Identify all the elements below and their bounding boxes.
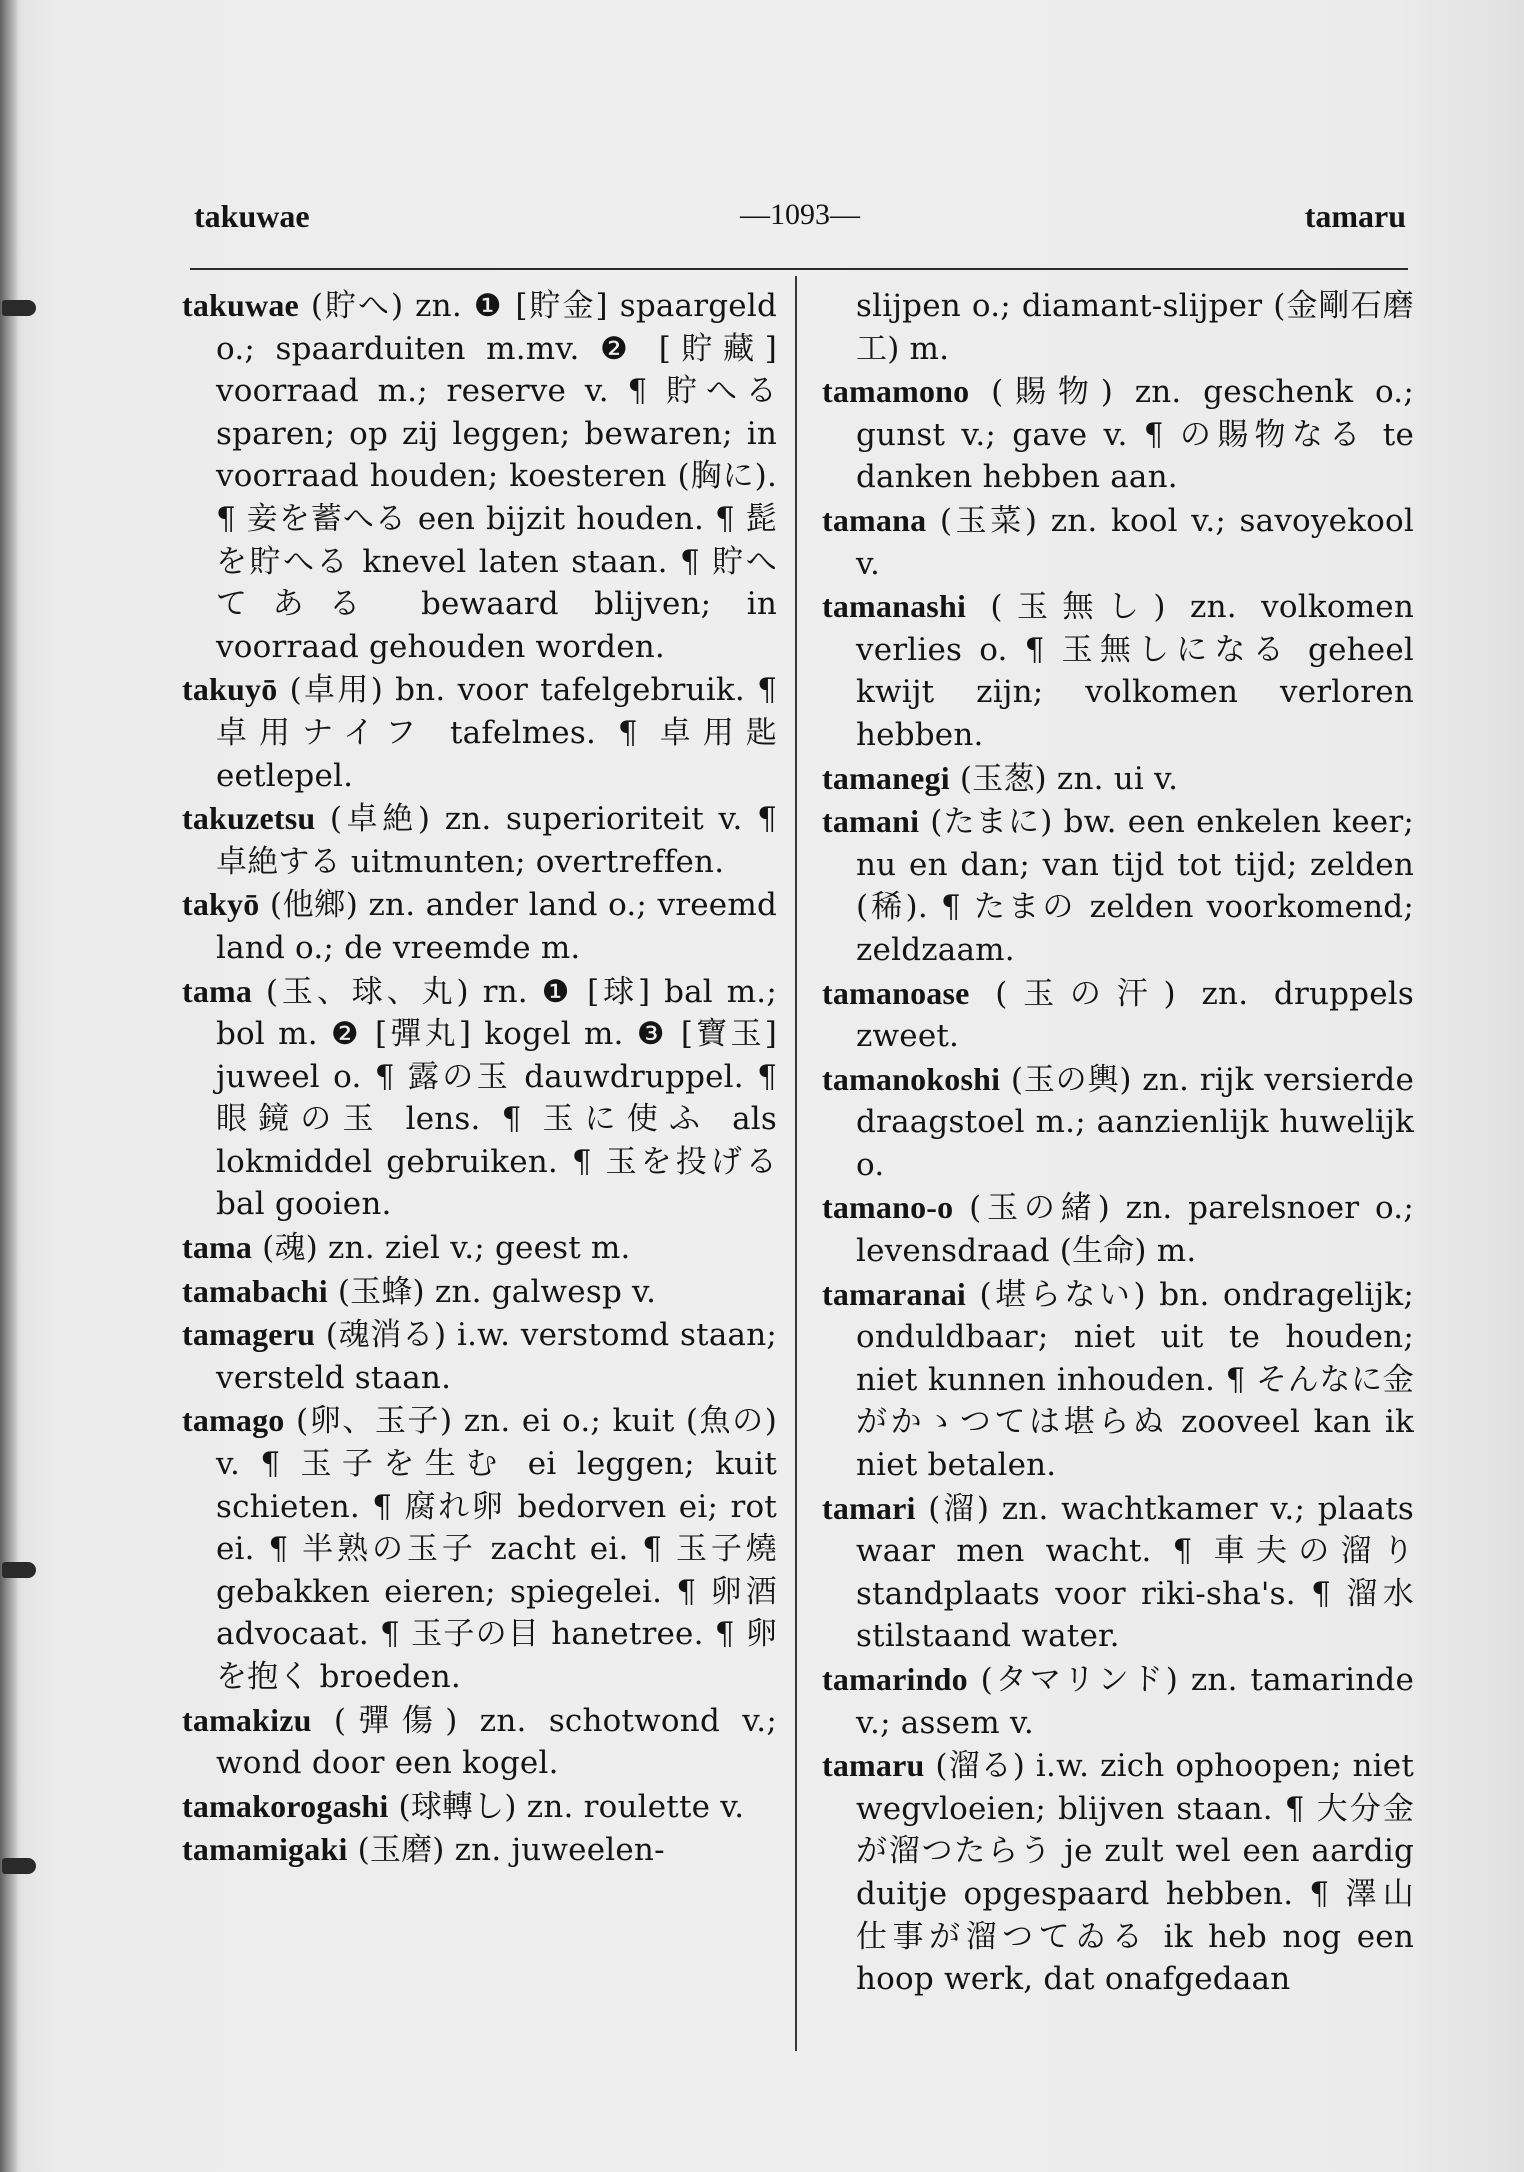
entry-headword: tamakizu	[182, 1701, 312, 1738]
entry-headword: tamageru	[182, 1316, 316, 1353]
entry-definition: (球轉し) zn. roulette v.	[388, 1788, 745, 1825]
entry-definition: (玉無し) zn. volkomen verlies o. ¶ 玉無しになる geheel kwijt zijn; volkomen verloren hebben.	[856, 589, 1414, 753]
entry-definition: (彈傷) zn. schotwond v.; wond door een kogel.	[216, 1702, 777, 1782]
entry-headword: tamano-o	[822, 1189, 954, 1226]
entry-definition: (魂) zn. ziel v.; geest m.	[252, 1230, 631, 1267]
entry-headword: tama	[182, 1229, 253, 1266]
entry-headword: takuyō	[182, 671, 278, 708]
entry-definition: (玉の緒) zn. parelsnoer o.; levensdraad (生命) m.	[856, 1190, 1414, 1270]
entry-headword: tamamigaki	[182, 1831, 348, 1868]
binding-edge	[0, 0, 18, 2172]
dictionary-entry	[182, 1785, 777, 1829]
entry-headword: tamanashi	[822, 588, 967, 625]
dictionary-entry	[182, 1313, 777, 1399]
entry-definition: (玉菜) zn. kool v.; savoyekool v.	[856, 502, 1414, 582]
dictionary-entry	[182, 284, 777, 668]
staple-mark	[2, 1562, 36, 1578]
right-column	[822, 284, 1414, 2001]
dictionary-entry	[822, 1744, 1414, 2001]
dictionary-entry	[822, 1273, 1414, 1487]
dictionary-entry	[182, 797, 777, 883]
dictionary-entry	[822, 1658, 1414, 1744]
dictionary-entry	[182, 1399, 777, 1698]
entry-definition: (玉葱) zn. ui v.	[949, 760, 1179, 797]
entry-headword: tamabachi	[182, 1272, 328, 1309]
dictionary-entry	[822, 370, 1414, 499]
dictionary-entry	[822, 585, 1414, 756]
entry-definition: (卓絶) zn. superioriteit v. ¶ 卓絶する uitmunten; overtreffen.	[216, 801, 777, 880]
dictionary-entry	[182, 970, 777, 1227]
entry-headword: takuzetsu	[182, 800, 316, 837]
entry-headword: tamanoase	[822, 974, 970, 1011]
entry-headword: tamani	[822, 803, 920, 840]
entry-definition: (堪らない) bn. ondragelijk; onduldbaar; niet uit te houden; niet kunnen inhouden. ¶ そんなに金がかゝつては堪らぬ zooveel kan ik niet betalen.	[856, 1276, 1414, 1484]
entry-definition: (卵、玉子) zn. ei o.; kuit (魚の) v. ¶ 玉子を生む ei leggen; kuit schieten. ¶ 腐れ卵 bedorven ei; rot ei. ¶ 半熟の玉子 zacht ei. ¶ 玉子燒 gebakken eieren; spiegelei. ¶ 卵酒 advocaat. ¶ 玉子の目 hanetree. ¶ 卵を抱く broeden.	[216, 1403, 777, 1695]
entry-definition: (たまに) bw. een enkelen keer; nu en dan; van tijd tot tijd; zelden (稀). ¶ たまの zelden voorkomend; zeldzaam.	[856, 804, 1414, 968]
column-divider	[795, 276, 797, 2051]
entry-definition: (玉、球、丸) rn. ❶ [球] bal m.; bol m. ❷ [彈丸] kogel m. ❸ [寶玉] juweel o. ¶ 露の玉 dauwdruppel. ¶ 眼鏡の玉 lens. ¶ 玉に使ふ als lokmiddel gebruiken. ¶ 玉を投げる bal gooien.	[216, 973, 777, 1223]
page-number: —1093—	[740, 198, 860, 231]
dictionary-entry	[822, 1186, 1414, 1272]
entry-definition: (玉の汗) zn. druppels zweet.	[856, 975, 1414, 1055]
entry-headword: tamanokoshi	[822, 1060, 1001, 1097]
entry-definition: (溜る) i.w. zich ophoopen; niet wegvloeien; blijven staan. ¶ 大分金が溜つたらう je zult wel een aardig duitje opgespaard hebben. ¶ 澤山仕事が溜つてゐる ik heb nog een hoop werk, dat onafgedaan	[856, 1748, 1414, 1998]
dictionary-entry	[182, 883, 777, 969]
entry-headword: tamaranai	[822, 1275, 967, 1312]
dictionary-entry	[822, 1058, 1414, 1187]
dictionary-entry	[182, 668, 777, 797]
entry-definition: (溜) zn. wachtkamer v.; plaats waar men wacht. ¶ 車夫の溜り standplaats voor riki-sha's. ¶ 溜水 stilstaand water.	[856, 1490, 1414, 1655]
entry-definition: (賜物) zn. geschenk o.; gunst v.; gave v. ¶ の賜物なる te danken hebben aan.	[856, 374, 1414, 496]
entry-definition: (タマリンド) zn. tamarinde v.; assem v.	[856, 1662, 1414, 1741]
staple-mark	[2, 300, 36, 316]
entry-headword: tamakorogashi	[182, 1787, 389, 1824]
entry-definition: (貯へ) zn. ❶ [貯金] spaargeld o.; spaarduiten m.mv. ❷ [貯藏] voorraad m.; reserve v. ¶ 貯へる sparen; op zij leggen; bewaren; in voorraad houden; koesteren (胸に). ¶ 妾を蓄へる een bijzit houden. ¶ 髭を貯へる knevel laten staan. ¶ 貯へてある bewaard blijven; in voorraad gehouden worden.	[216, 288, 777, 665]
left-column	[182, 284, 777, 1872]
dictionary-entry	[822, 800, 1414, 971]
running-header	[190, 198, 1406, 248]
dictionary-entry	[822, 972, 1414, 1058]
header-last-word: tamaru	[1304, 198, 1406, 234]
header-rule	[190, 268, 1408, 270]
entry-headword: tamaru	[822, 1747, 925, 1784]
dictionary-entry	[182, 1699, 777, 1785]
entry-definition: (玉磨) zn. juweelen-	[347, 1832, 665, 1869]
entry-headword: tamari	[822, 1489, 916, 1526]
entry-headword: tamamono	[822, 373, 970, 410]
entry-definition: slijpen o.; diamant-slijper (金剛石磨工) m.	[856, 288, 1414, 367]
dictionary-entry	[822, 499, 1414, 585]
entry-headword: tamana	[822, 501, 927, 538]
entry-headword: takuwae	[182, 287, 299, 323]
entry-headword: takyō	[182, 886, 260, 923]
header-first-word: takuwae	[194, 198, 310, 234]
dictionary-entry	[182, 1270, 777, 1314]
entry-definition: (玉の輿) zn. rijk versierde draagstoel m.; aanzienlijk huwelijk o.	[856, 1061, 1414, 1183]
entry-headword: tamanegi	[822, 759, 950, 796]
entry-definition: (魂消る) i.w. verstomd staan; versteld staan.	[216, 1317, 777, 1396]
dictionary-entry-continued	[822, 284, 1414, 370]
entry-definition: (他鄉) zn. ander land o.; vreemd land o.; de vreemde m.	[216, 887, 777, 966]
dictionary-entry	[182, 1226, 777, 1270]
entry-headword: tamarindo	[822, 1661, 968, 1697]
entry-headword: tama	[182, 972, 253, 1009]
entry-definition: (卓用) bn. voor tafelgebruik. ¶ 卓用ナイフ tafelmes. ¶ 卓用匙 eetlepel.	[216, 672, 777, 794]
dictionary-entry	[822, 1487, 1414, 1658]
entry-headword: tamago	[182, 1402, 285, 1439]
staple-mark	[2, 1858, 36, 1874]
entry-definition: (玉蜂) zn. galwesp v.	[327, 1273, 657, 1310]
dictionary-entry	[182, 1828, 777, 1872]
dictionary-entry	[822, 757, 1414, 801]
